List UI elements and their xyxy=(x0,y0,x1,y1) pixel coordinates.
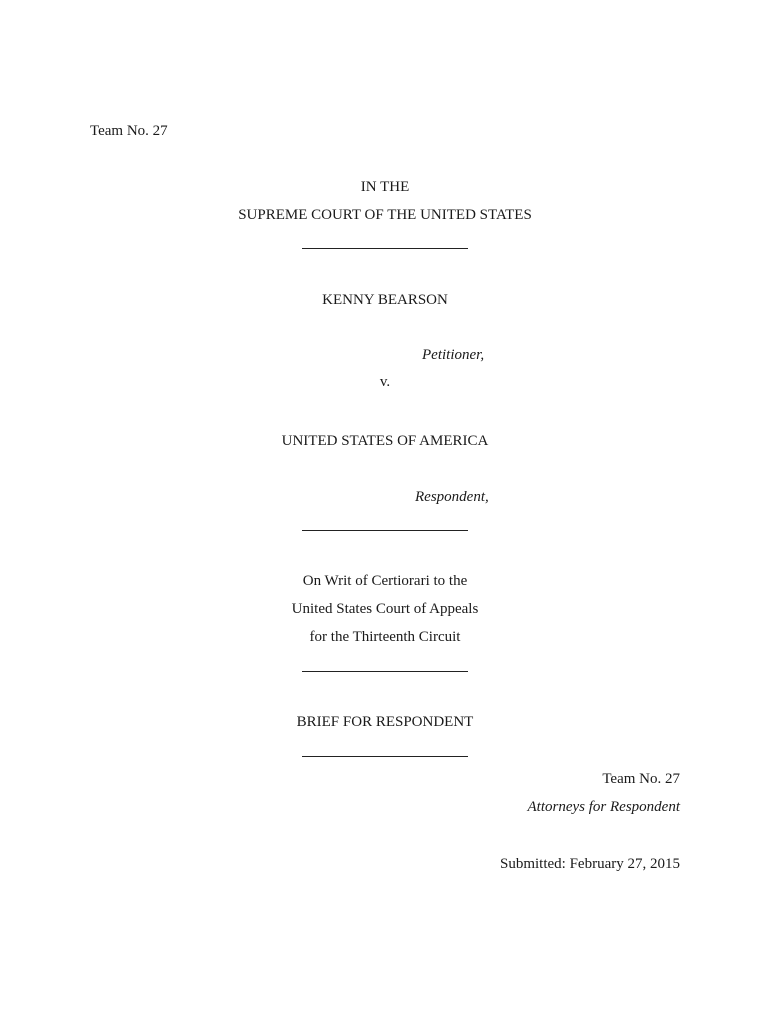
petitioner-name: KENNY BEARSON xyxy=(322,292,448,308)
respondent-name: UNITED STATES OF AMERICA xyxy=(281,433,489,449)
signature-team-number: Team No. 27 xyxy=(602,771,680,787)
divider-rule xyxy=(302,756,468,757)
team-number-header: Team No. 27 xyxy=(90,123,168,139)
writ-line-1: On Writ of Certiorari to the xyxy=(302,573,468,589)
divider-rule xyxy=(302,248,468,249)
submission-date: Submitted: February 27, 2015 xyxy=(500,856,680,872)
signature-attorneys: Attorneys for Respondent xyxy=(527,799,680,815)
divider-rule xyxy=(302,671,468,672)
petitioner-role: Petitioner, xyxy=(422,347,485,363)
brief-title: BRIEF FOR RESPONDENT xyxy=(296,714,474,730)
court-name: SUPREME COURT OF THE UNITED STATES xyxy=(238,207,532,223)
versus-label: v. xyxy=(379,374,391,390)
divider-rule xyxy=(302,530,468,531)
writ-line-2: United States Court of Appeals xyxy=(291,601,479,617)
writ-line-3: for the Thirteenth Circuit xyxy=(309,629,461,645)
respondent-role: Respondent, xyxy=(415,489,489,505)
court-line-in-the: IN THE xyxy=(360,179,410,195)
